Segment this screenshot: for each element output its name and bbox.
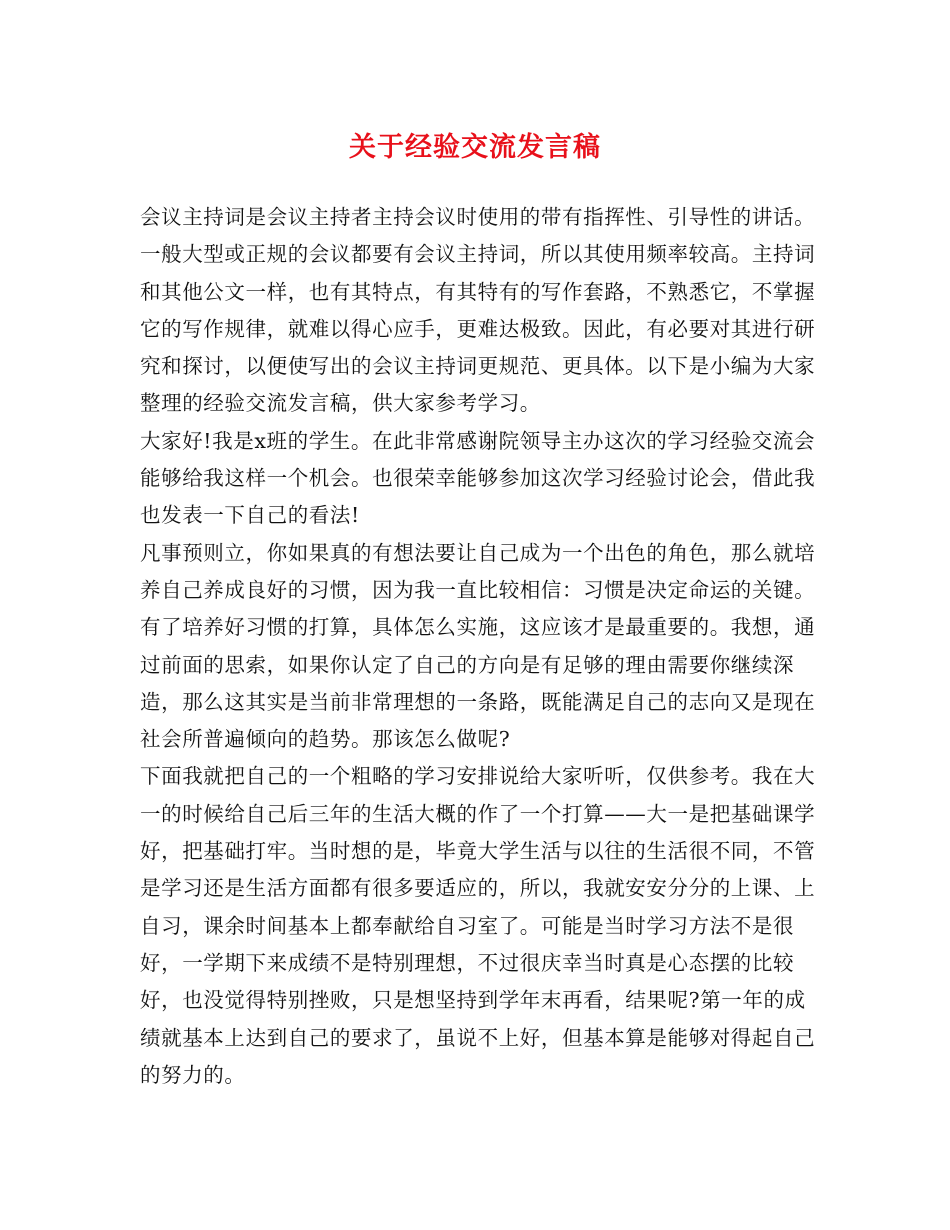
document-body xyxy=(140,199,820,1094)
paragraph-intro: 会议主持词是会议主持者主持会议时使用的带有指挥性、引导性的讲话。一般大型或正规的会议都要有会议主持词，所以其使用频率较高。主持词和其他公文一样，也有其特点，有其特有的写作套路，不熟悉它，不掌握它的写作规律，就难以得心应手，更难达极致。因此，有必要对其进行研究和探讨，以便使写出的会议主持词更规范、更具体。以下是小编为大家整理的经验交流发言稿，供大家参考学习。 xyxy=(140,205,816,416)
paragraph-schedule: 下面我就把自己的一个粗略的学习安排说给大家听听，仅供参考。我在大一的时候给自己后三年的生活大概的作了一个打算——大一是把基础课学好，把基础打牢。当时想的是，毕竟大学生活与以往的生活很不同，不管是学习还是生活方面都有很多要适应的，所以，我就安安分分的上课、上自习，课余时间基本上都奉献给自习室了。可能是当时学习方法不是很好，一学期下来成绩不是特别理想，不过很庆幸当时真是心态摆的比较好，也没觉得特别挫败，只是想坚持到学年末再看，结果呢?第一年的成绩就基本上达到自己的要求了，虽说不上好，但基本算是能够对得起自己的努力的。 xyxy=(140,764,816,1087)
paragraph-habits: 凡事预则立，你如果真的有想法要让自己成为一个出色的角色，那么就培养自己养成良好的习惯，因为我一直比较相信：习惯是决定命运的关键。 xyxy=(140,540,816,602)
paragraph-plan: 有了培养好习惯的打算，具体怎么实施，这应该才是最重要的。我想，通过前面的思索，如果你认定了自己的方向是有足够的理由需要你继续深造，那么这其实是当前非常理想的一条路，既能满足自己的志向又是现在社会所普遍倾向的趋势。那该怎么做呢? xyxy=(140,615,816,752)
paragraph-greeting: 大家好!我是x班的学生。在此非常感谢院领导主办这次的学习经验交流会能够给我这样一个机会。也很荣幸能够参加这次学习经验讨论会，借此我也发表一下自己的看法! xyxy=(140,428,816,528)
document-title: 关于经验交流发言稿 xyxy=(349,132,601,163)
